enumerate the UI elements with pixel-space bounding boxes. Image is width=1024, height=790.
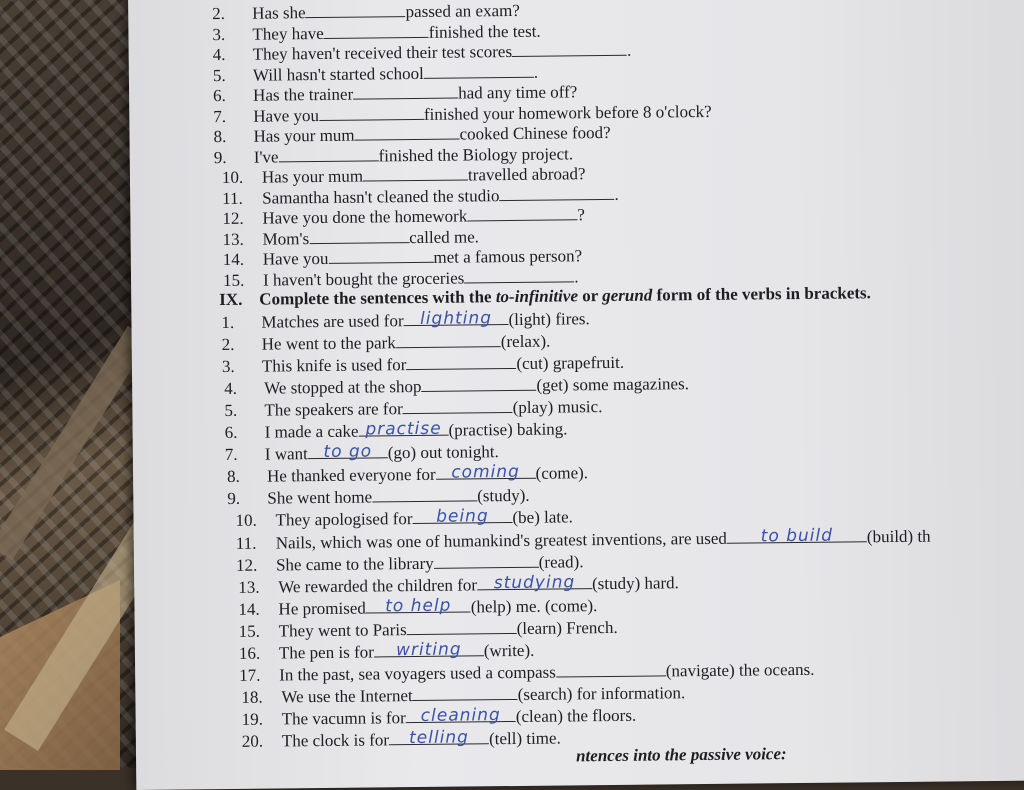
answer-blank[interactable] bbox=[353, 83, 458, 100]
item-text-before: The speakers are for bbox=[264, 399, 403, 420]
item-text-after: (study). bbox=[477, 486, 530, 506]
exercise-9-item bbox=[225, 441, 499, 465]
exercise-9-item bbox=[222, 330, 551, 354]
answer-blank[interactable] bbox=[389, 727, 489, 749]
handwritten-answer: lighting bbox=[419, 307, 493, 329]
exercise-9-item bbox=[242, 728, 561, 752]
answer-blank[interactable] bbox=[512, 40, 627, 57]
item-text-after: passed an exam? bbox=[405, 0, 520, 22]
answer-blank[interactable] bbox=[358, 418, 448, 440]
item-text-after: (practise) baking. bbox=[448, 419, 568, 440]
exercise-9-item bbox=[224, 396, 602, 421]
item-number: 17. bbox=[239, 665, 261, 685]
item-number: 7. bbox=[213, 106, 227, 126]
answer-blank[interactable] bbox=[324, 21, 429, 38]
item-text-after: (read). bbox=[538, 551, 584, 572]
item-text-before: She came to the library bbox=[275, 553, 434, 575]
item-text-after: had any time off? bbox=[458, 82, 578, 103]
item-number: 20. bbox=[241, 732, 264, 752]
handwritten-answer: coming bbox=[451, 462, 520, 483]
item-text-after: (write). bbox=[483, 640, 535, 661]
exercise-9-item bbox=[239, 617, 618, 642]
answer-blank[interactable] bbox=[464, 266, 574, 283]
handwritten-answer: to go bbox=[323, 441, 373, 463]
item-number: 13. bbox=[222, 229, 244, 249]
item-number: 11. bbox=[235, 533, 257, 553]
exercise-9-item bbox=[227, 462, 588, 487]
item-text-after: . bbox=[626, 40, 632, 60]
item-text-after: finished the Biology project. bbox=[378, 143, 574, 165]
item-text-after: (come). bbox=[535, 463, 589, 483]
item-text-before: This knife is used for bbox=[261, 354, 407, 376]
answer-blank[interactable] bbox=[278, 145, 378, 162]
answer-blank[interactable] bbox=[412, 506, 512, 528]
exercise-9-item bbox=[227, 485, 529, 509]
item-text-before: In the past, sea voyagers used a compass bbox=[279, 662, 556, 685]
item-text-before: Have you bbox=[262, 248, 329, 269]
item-text-after: (tell) time. bbox=[488, 728, 561, 749]
item-text-after: (cut) grapefruit. bbox=[516, 352, 625, 373]
exercise-9-item bbox=[224, 373, 689, 399]
item-number: 5. bbox=[224, 400, 238, 420]
handwritten-answer: writing bbox=[395, 639, 462, 661]
answer-blank[interactable] bbox=[403, 397, 513, 414]
item-number: 9. bbox=[227, 489, 241, 509]
answer-blank[interactable] bbox=[467, 204, 577, 221]
item-number: 12. bbox=[222, 208, 244, 229]
item-text-after: (help) me. (come). bbox=[470, 595, 598, 617]
exercise-8-item bbox=[213, 40, 632, 65]
answer-blank[interactable] bbox=[406, 353, 516, 370]
answer-blank[interactable] bbox=[319, 103, 424, 120]
item-text-after: (search) for information. bbox=[517, 683, 686, 705]
answer-blank[interactable] bbox=[556, 660, 666, 677]
item-number: 3. bbox=[221, 356, 235, 376]
item-text-after: . bbox=[574, 266, 579, 286]
item-text-after: (build) th bbox=[866, 526, 931, 546]
item-number: 7. bbox=[224, 444, 238, 465]
answer-blank[interactable] bbox=[372, 486, 477, 503]
item-text-after: (study) hard. bbox=[591, 572, 679, 593]
item-number: 9. bbox=[213, 147, 227, 167]
answer-blank[interactable] bbox=[366, 595, 471, 617]
item-number: 10. bbox=[221, 167, 244, 188]
item-text-before: The clock is for bbox=[281, 730, 390, 751]
handwritten-answer: telling bbox=[408, 727, 470, 749]
item-number: 15. bbox=[238, 621, 261, 641]
item-text-before: Will hasn't started school bbox=[252, 63, 424, 85]
answer-blank[interactable] bbox=[421, 375, 536, 392]
item-text-after: (get) some magazines. bbox=[536, 373, 690, 395]
item-text-before: We rewarded the children for bbox=[278, 575, 478, 597]
item-text-before: Has the trainer bbox=[253, 84, 354, 105]
handwritten-answer: studying bbox=[493, 572, 576, 593]
item-text-after: finished the test. bbox=[428, 21, 541, 42]
item-number: 15. bbox=[222, 270, 245, 290]
exercise-9-item bbox=[239, 659, 815, 686]
item-text-after: (relax). bbox=[500, 331, 551, 351]
item-text-after: cooked Chinese food? bbox=[459, 122, 611, 144]
item-text-before: Samantha hasn't cleaned the studio bbox=[262, 185, 500, 208]
item-number: 2. bbox=[221, 334, 235, 354]
item-number: 19. bbox=[241, 709, 263, 730]
item-number: 1. bbox=[221, 312, 235, 332]
item-text-after: ? bbox=[577, 205, 585, 225]
answer-blank[interactable] bbox=[435, 462, 535, 483]
next-section-heading-partial: ntences into the passive voice: bbox=[575, 743, 787, 765]
item-text-after: . bbox=[614, 184, 619, 204]
item-number: 14. bbox=[238, 599, 260, 619]
item-text-before: I haven't bought the groceries bbox=[262, 267, 465, 290]
exercise-9-item bbox=[235, 507, 573, 532]
answer-blank[interactable] bbox=[374, 639, 484, 661]
exercise-9-item bbox=[225, 418, 568, 443]
exercise-9-item bbox=[239, 640, 535, 664]
item-text-before: He went to the park bbox=[261, 332, 396, 354]
item-number: 2. bbox=[212, 3, 226, 24]
item-number: 3. bbox=[212, 24, 226, 44]
item-number: 18. bbox=[241, 687, 263, 708]
item-number: 11. bbox=[222, 188, 243, 208]
item-text-before: Has your mum bbox=[261, 166, 364, 187]
item-text-before: She went home bbox=[267, 487, 373, 508]
item-text-before: They haven't received their test scores bbox=[252, 41, 513, 64]
item-text-after: (clean) the floors. bbox=[515, 706, 637, 727]
handwritten-answer: practise bbox=[365, 418, 442, 440]
item-text-before: I made a cake bbox=[264, 421, 359, 442]
item-number: 6. bbox=[213, 85, 226, 106]
exercise-9-item bbox=[238, 572, 679, 598]
item-text-before: The pen is for bbox=[278, 642, 374, 663]
item-text-before: The vacumn is for bbox=[281, 708, 406, 729]
answer-blank[interactable] bbox=[305, 1, 405, 18]
answer-blank[interactable] bbox=[477, 572, 592, 593]
item-text-after: . bbox=[533, 62, 539, 82]
answer-blank[interactable] bbox=[499, 183, 614, 200]
answer-blank[interactable] bbox=[434, 551, 539, 568]
item-text-before: Have you done the homework bbox=[262, 206, 468, 228]
item-text-after: finished your homework before 8 o'clock? bbox=[423, 101, 712, 124]
exercise-9-item bbox=[238, 595, 597, 620]
item-text-after: (be) late. bbox=[512, 507, 573, 528]
item-number: 10. bbox=[235, 511, 257, 531]
item-text-after: called me. bbox=[409, 226, 480, 247]
item-text-before: We use the Internet bbox=[281, 686, 413, 707]
item-number: 5. bbox=[212, 65, 226, 85]
item-number: 14. bbox=[222, 249, 245, 270]
exercise-9-item bbox=[221, 308, 589, 333]
item-text-before: Have you bbox=[253, 105, 320, 126]
item-number: 8. bbox=[227, 467, 240, 487]
answer-blank[interactable] bbox=[407, 618, 517, 635]
item-text-after: travelled abroad? bbox=[467, 164, 586, 185]
handwritten-answer: being bbox=[436, 506, 489, 528]
handwritten-answer: to build bbox=[760, 525, 834, 546]
exercise-9-item bbox=[222, 352, 624, 377]
item-text-before: Mom's bbox=[262, 228, 310, 249]
answer-blank[interactable] bbox=[396, 331, 501, 348]
answer-blank[interactable] bbox=[727, 525, 867, 546]
handwritten-answer: to help bbox=[385, 595, 452, 617]
item-text-before: They have bbox=[252, 23, 324, 44]
answer-blank[interactable] bbox=[308, 441, 388, 463]
item-text-before: I want bbox=[264, 444, 308, 464]
worksheet-page bbox=[128, 0, 1024, 790]
answer-blank[interactable] bbox=[363, 164, 468, 181]
item-text-after: (go) out tonight. bbox=[387, 442, 499, 463]
section-9-heading: IX. Complete the sentences with the to-infinitive or gerund form of the verbs in brackets. bbox=[219, 283, 871, 310]
item-text-before: Matches are used for bbox=[261, 310, 404, 332]
item-text-before: They went to Paris bbox=[278, 620, 407, 641]
item-number: 13. bbox=[238, 577, 260, 597]
exercise-9-item bbox=[242, 705, 637, 730]
item-number: 16. bbox=[238, 643, 261, 663]
item-text-before: Nails, which was one of humankind's greatest inventions, are used bbox=[275, 528, 727, 552]
item-text-after: (learn) French. bbox=[516, 617, 618, 638]
item-text-after: (light) fires. bbox=[508, 308, 590, 329]
item-text-before: He thanked everyone for bbox=[267, 464, 436, 486]
item-text-before: Has she bbox=[252, 3, 306, 23]
item-text-before: I've bbox=[253, 146, 279, 167]
item-text-after: met a famous person? bbox=[433, 246, 583, 267]
item-number: 6. bbox=[224, 422, 238, 443]
item-number: 8. bbox=[213, 126, 227, 147]
item-text-after: (play) music. bbox=[512, 396, 603, 417]
handwritten-answer: cleaning bbox=[420, 705, 501, 727]
exercise-8-item bbox=[222, 204, 585, 229]
answer-blank[interactable] bbox=[309, 227, 409, 244]
item-number: 12. bbox=[235, 555, 258, 575]
answer-blank[interactable] bbox=[403, 307, 508, 329]
answer-blank[interactable] bbox=[413, 684, 518, 701]
item-number: 4. bbox=[212, 44, 226, 65]
item-text-after: (navigate) the oceans. bbox=[665, 659, 815, 681]
answer-blank[interactable] bbox=[354, 124, 459, 141]
item-text-before: They apologised for bbox=[275, 509, 413, 530]
item-text-before: He promised bbox=[278, 598, 366, 619]
answer-blank[interactable] bbox=[328, 247, 433, 264]
answer-blank[interactable] bbox=[406, 705, 516, 727]
item-text-before: We stopped at the shop bbox=[264, 376, 422, 398]
item-number: 4. bbox=[224, 378, 238, 398]
item-text-before: Has your mum bbox=[253, 125, 355, 146]
answer-blank[interactable] bbox=[424, 61, 534, 78]
